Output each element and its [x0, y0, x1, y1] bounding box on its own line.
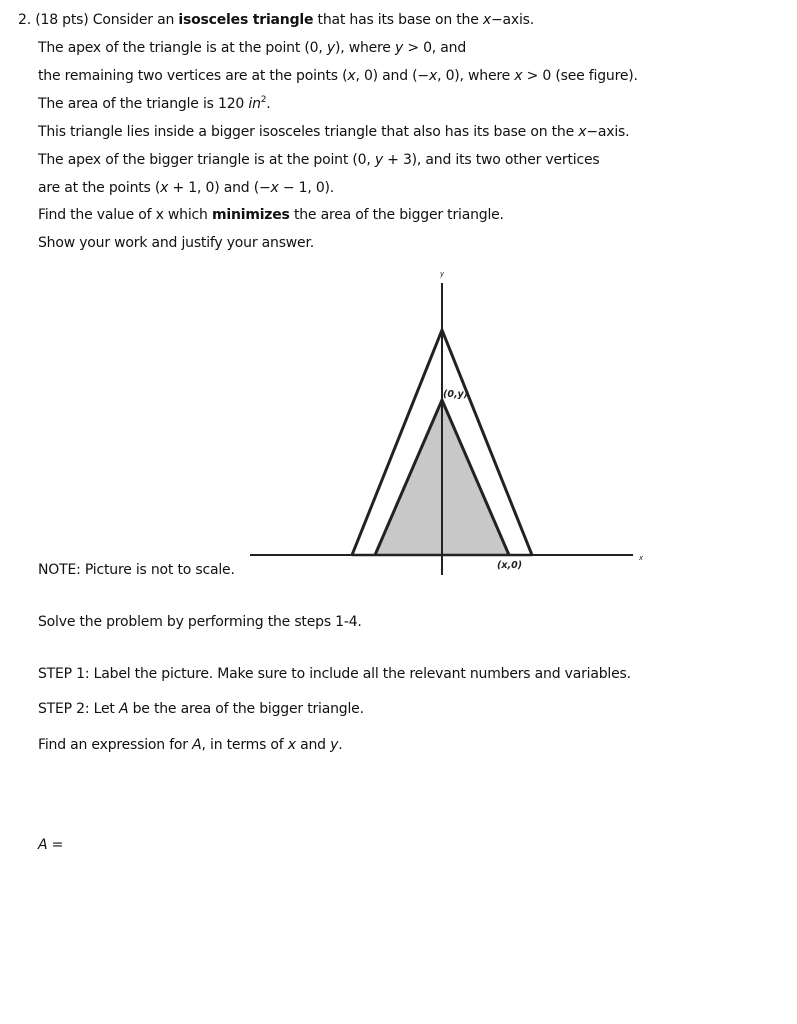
answer-area[interactable]	[38, 836, 63, 854]
text: Consider an	[92, 12, 179, 28]
equals-sign: =	[47, 837, 64, 853]
note-text: NOTE: Picture is not to scale.	[38, 562, 235, 578]
text: The apex of the triangle is at the point (0,	[38, 40, 327, 56]
math-var: A	[192, 737, 202, 753]
apex-label: (0,y)	[443, 389, 469, 400]
math-var: x	[578, 124, 587, 140]
step-2-text	[38, 700, 364, 718]
text: .	[266, 96, 271, 112]
math-var: x	[270, 180, 279, 196]
x-axis-label: x	[639, 554, 644, 562]
math-var: x	[287, 737, 296, 753]
math-var: x	[514, 68, 523, 84]
text: Find an expression for	[38, 737, 193, 753]
exponent: 2	[260, 95, 267, 105]
step-1-text: STEP 1: Label the picture. Make sure to include all the relevant numbers and variables.	[38, 666, 631, 682]
emphasis-minimizes: minimizes	[211, 207, 290, 223]
y-axis-label: y	[440, 270, 445, 278]
text: , 0) and (−	[355, 68, 429, 84]
text: −axis.	[490, 12, 534, 28]
text: be the area of the bigger triangle.	[128, 701, 364, 717]
text: > 0, and	[403, 40, 467, 56]
math-var: x	[347, 68, 356, 84]
text: STEP 2: Let	[38, 701, 119, 717]
text: ), where	[334, 40, 395, 56]
text: −axis.	[586, 124, 630, 140]
emphasis-isosceles: isosceles triangle	[178, 12, 314, 28]
base-vertex-label: (x,0)	[497, 560, 523, 571]
text: the area of the bigger triangle.	[289, 207, 504, 223]
math-var: A	[118, 701, 129, 717]
text: , 0), where	[437, 68, 515, 84]
math-var: A	[38, 837, 48, 853]
math-var: x	[482, 12, 491, 28]
text: + 3), and its two other vertices	[382, 152, 600, 168]
instructions-text: Solve the problem by performing the steps 1-4.	[38, 614, 362, 630]
text: + 1, 0) and (−	[168, 180, 271, 196]
text: − 1, 0).	[278, 180, 335, 196]
text: The area of the triangle is 120	[38, 96, 249, 112]
problem-points: (18 pts)	[35, 12, 89, 28]
text: Show your work and justify your answer.	[38, 235, 314, 251]
text: , in terms of	[201, 737, 288, 753]
find-expression-text	[38, 736, 342, 754]
text: that has its base on the	[313, 12, 483, 28]
math-var: y	[374, 152, 383, 168]
text: > 0 (see figure).	[522, 68, 638, 84]
text: and	[295, 737, 331, 753]
text: The apex of the bigger triangle is at the point (0,	[38, 152, 375, 168]
problem-number: 2.	[18, 12, 31, 28]
text: This triangle lies inside a bigger isosceles triangle that also has its base on the	[38, 124, 579, 140]
math-var: y	[326, 40, 335, 56]
text: Find the value of x which	[38, 207, 212, 223]
unit: in	[248, 96, 261, 112]
text: are at the points (	[38, 180, 161, 196]
text: the remaining two vertices are at the points (	[38, 68, 348, 84]
math-var: y	[394, 40, 404, 56]
math-var: x	[160, 180, 169, 196]
text: .	[338, 737, 343, 753]
math-var: x	[428, 68, 438, 84]
math-var: y	[330, 737, 339, 753]
